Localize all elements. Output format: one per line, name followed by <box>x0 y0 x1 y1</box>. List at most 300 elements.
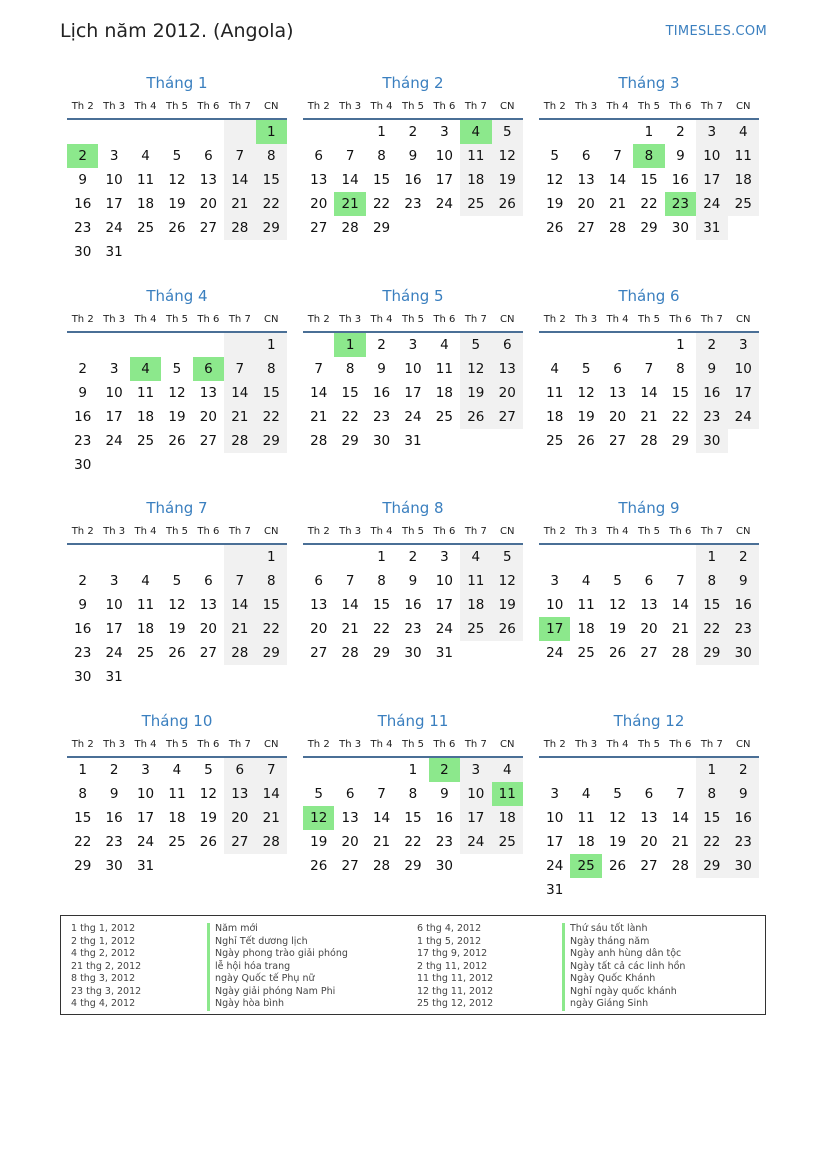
day-cell[interactable]: 2 <box>408 549 418 565</box>
day-cell[interactable]: 11 <box>168 786 186 802</box>
day-cell[interactable]: 21 <box>224 192 255 216</box>
day-cell[interactable]: 4 <box>581 786 591 802</box>
day-cell[interactable]: 7 <box>377 786 386 802</box>
day-cell[interactable]: 19 <box>310 834 328 850</box>
day-cell[interactable]: 16 <box>74 621 92 637</box>
day-cell[interactable]: 28 <box>341 220 359 236</box>
day-cell[interactable]: 9 <box>78 597 87 613</box>
day-cell[interactable]: 24 <box>546 858 564 874</box>
day-cell[interactable]: 22 <box>640 196 658 212</box>
day-cell[interactable]: 18 <box>460 168 491 192</box>
day-cell[interactable]: 29 <box>696 854 727 878</box>
day-cell[interactable]: 20 <box>224 806 255 830</box>
day-cell[interactable]: 12 <box>168 172 186 188</box>
day-cell[interactable]: 7 <box>644 361 654 377</box>
day-cell[interactable]: 14 <box>608 172 627 188</box>
day-cell[interactable]: 16 <box>372 385 391 401</box>
day-cell[interactable]: 20 <box>577 196 595 212</box>
day-cell[interactable]: 4 <box>141 148 150 164</box>
day-cell[interactable]: 23 <box>74 220 92 236</box>
day-cell[interactable]: 10 <box>105 172 123 188</box>
day-cell[interactable]: 31 <box>136 858 155 874</box>
day-cell[interactable]: 1 <box>408 762 418 778</box>
day-cell[interactable]: 9 <box>78 172 87 188</box>
day-cell[interactable]: 7 <box>224 569 255 593</box>
day-cell[interactable]: 23 <box>372 409 391 425</box>
day-cell[interactable]: 31 <box>404 433 422 449</box>
day-cell[interactable]: 31 <box>546 882 564 898</box>
day-cell[interactable]: 5 <box>613 573 622 589</box>
day-cell[interactable]: 7 <box>676 786 685 802</box>
day-cell[interactable]: 25 <box>136 220 155 236</box>
day-cell[interactable]: 19 <box>546 196 564 212</box>
day-cell[interactable]: 4 <box>728 120 759 144</box>
day-cell[interactable]: 10 <box>546 810 564 826</box>
day-cell[interactable]: 23 <box>665 192 696 216</box>
day-cell[interactable]: 25 <box>570 854 601 878</box>
day-cell[interactable]: 16 <box>105 810 123 826</box>
day-cell[interactable]: 14 <box>256 782 287 806</box>
day-cell[interactable]: 27 <box>310 220 328 236</box>
day-cell[interactable]: 11 <box>728 144 759 168</box>
day-cell[interactable]: 26 <box>608 858 627 874</box>
day-cell[interactable]: 22 <box>256 405 287 429</box>
day-cell[interactable]: 29 <box>404 858 422 874</box>
day-cell[interactable]: 19 <box>492 593 523 617</box>
day-cell[interactable]: 15 <box>404 810 422 826</box>
day-cell[interactable]: 10 <box>435 573 453 589</box>
day-cell[interactable]: 8 <box>256 144 287 168</box>
day-cell[interactable]: 28 <box>640 433 658 449</box>
day-cell[interactable]: 6 <box>345 786 355 802</box>
day-cell[interactable]: 5 <box>550 148 559 164</box>
day-cell[interactable]: 5 <box>492 545 523 569</box>
day-cell[interactable]: 3 <box>550 786 559 802</box>
day-cell[interactable]: 14 <box>671 810 689 826</box>
day-cell[interactable]: 27 <box>199 433 217 449</box>
day-cell[interactable]: 2 <box>728 758 759 782</box>
day-cell[interactable]: 24 <box>728 405 759 429</box>
day-cell[interactable]: 6 <box>204 148 213 164</box>
day-cell[interactable]: 21 <box>224 405 255 429</box>
day-cell[interactable]: 22 <box>74 834 92 850</box>
day-cell[interactable]: 24 <box>435 621 453 637</box>
day-cell[interactable]: 31 <box>105 669 123 685</box>
day-cell[interactable]: 18 <box>546 409 564 425</box>
day-cell[interactable]: 27 <box>608 433 627 449</box>
day-cell[interactable]: 22 <box>404 834 422 850</box>
day-cell[interactable]: 28 <box>372 858 391 874</box>
day-cell[interactable]: 4 <box>581 573 591 589</box>
day-cell[interactable]: 25 <box>136 645 155 661</box>
day-cell[interactable]: 30 <box>105 858 123 874</box>
day-cell[interactable]: 12 <box>577 385 595 401</box>
day-cell[interactable]: 19 <box>168 409 186 425</box>
day-cell[interactable]: 30 <box>372 433 391 449</box>
day-cell[interactable]: 26 <box>310 858 328 874</box>
day-cell[interactable]: 4 <box>141 573 150 589</box>
day-cell[interactable]: 25 <box>460 192 491 216</box>
day-cell[interactable]: 17 <box>136 810 155 826</box>
day-cell[interactable]: 28 <box>224 641 255 665</box>
brand-link[interactable]: TIMESLES.COM <box>665 24 767 39</box>
day-cell[interactable]: 25 <box>136 433 155 449</box>
day-cell[interactable]: 4 <box>440 337 449 353</box>
day-cell[interactable]: 23 <box>728 830 759 854</box>
day-cell[interactable]: 11 <box>136 597 155 613</box>
day-cell[interactable]: 12 <box>608 597 627 613</box>
day-cell[interactable]: 29 <box>256 429 287 453</box>
day-cell[interactable]: 1 <box>676 337 685 353</box>
day-cell[interactable]: 3 <box>109 573 119 589</box>
day-cell[interactable]: 13 <box>608 385 627 401</box>
day-cell[interactable]: 19 <box>608 621 627 637</box>
day-cell[interactable]: 19 <box>168 621 186 637</box>
day-cell[interactable]: 28 <box>224 429 255 453</box>
day-cell[interactable]: 8 <box>676 361 685 377</box>
day-cell[interactable]: 17 <box>404 385 422 401</box>
day-cell[interactable]: 21 <box>256 806 287 830</box>
day-cell[interactable]: 2 <box>377 337 386 353</box>
day-cell[interactable]: 20 <box>492 381 523 405</box>
day-cell[interactable]: 13 <box>341 810 359 826</box>
day-cell[interactable]: 3 <box>460 758 491 782</box>
day-cell[interactable]: 13 <box>640 810 658 826</box>
day-cell[interactable]: 16 <box>696 381 727 405</box>
day-cell[interactable]: 3 <box>440 549 449 565</box>
day-cell[interactable]: 13 <box>577 172 595 188</box>
day-cell[interactable]: 26 <box>168 645 186 661</box>
day-cell[interactable]: 1 <box>377 124 386 140</box>
day-cell[interactable]: 16 <box>435 810 453 826</box>
day-cell[interactable]: 23 <box>404 196 422 212</box>
day-cell[interactable]: 8 <box>256 569 287 593</box>
day-cell[interactable]: 6 <box>314 148 323 164</box>
day-cell[interactable]: 21 <box>334 192 365 216</box>
day-cell[interactable]: 13 <box>199 597 217 613</box>
day-cell[interactable]: 12 <box>608 810 627 826</box>
day-cell[interactable]: 18 <box>435 385 453 401</box>
day-cell[interactable]: 16 <box>74 196 92 212</box>
day-cell[interactable]: 2 <box>676 124 685 140</box>
day-cell[interactable]: 20 <box>310 621 328 637</box>
day-cell[interactable]: 18 <box>136 621 155 637</box>
day-cell[interactable]: 30 <box>74 244 92 260</box>
day-cell[interactable]: 3 <box>141 762 150 778</box>
day-cell[interactable]: 7 <box>345 573 355 589</box>
day-cell[interactable]: 13 <box>199 385 217 401</box>
day-cell[interactable]: 13 <box>310 597 328 613</box>
day-cell[interactable]: 14 <box>224 593 255 617</box>
day-cell[interactable]: 8 <box>696 569 727 593</box>
day-cell[interactable]: 30 <box>435 858 453 874</box>
day-cell[interactable]: 29 <box>256 216 287 240</box>
day-cell[interactable]: 15 <box>640 172 658 188</box>
day-cell[interactable]: 28 <box>256 830 287 854</box>
day-cell[interactable]: 23 <box>105 834 123 850</box>
day-cell[interactable]: 4 <box>550 361 559 377</box>
day-cell[interactable]: 17 <box>728 381 759 405</box>
day-cell[interactable]: 26 <box>168 220 186 236</box>
day-cell[interactable]: 8 <box>345 361 355 377</box>
day-cell[interactable]: 13 <box>640 597 658 613</box>
day-cell[interactable]: 1 <box>256 120 287 144</box>
day-cell[interactable]: 19 <box>577 409 595 425</box>
day-cell[interactable]: 22 <box>696 617 727 641</box>
day-cell[interactable]: 27 <box>310 645 328 661</box>
day-cell[interactable]: 25 <box>168 834 186 850</box>
day-cell[interactable]: 23 <box>728 617 759 641</box>
day-cell[interactable]: 27 <box>341 858 359 874</box>
day-cell[interactable]: 21 <box>372 834 391 850</box>
day-cell[interactable]: 10 <box>105 597 123 613</box>
day-cell[interactable]: 15 <box>696 593 727 617</box>
day-cell[interactable]: 5 <box>581 361 591 377</box>
day-cell[interactable]: 29 <box>341 433 359 449</box>
day-cell[interactable]: 14 <box>310 385 328 401</box>
day-cell[interactable]: 16 <box>404 597 422 613</box>
day-cell[interactable]: 27 <box>577 220 595 236</box>
day-cell[interactable]: 18 <box>136 409 155 425</box>
day-cell[interactable]: 17 <box>460 806 491 830</box>
day-cell[interactable]: 21 <box>671 834 689 850</box>
day-cell[interactable]: 30 <box>74 457 92 473</box>
day-cell[interactable]: 5 <box>172 361 182 377</box>
day-cell[interactable]: 22 <box>256 192 287 216</box>
day-cell[interactable]: 17 <box>435 597 453 613</box>
day-cell[interactable]: 20 <box>310 196 328 212</box>
day-cell[interactable]: 24 <box>105 433 123 449</box>
day-cell[interactable]: 26 <box>492 192 523 216</box>
day-cell[interactable]: 30 <box>404 645 422 661</box>
day-cell[interactable]: 5 <box>172 573 182 589</box>
day-cell[interactable]: 7 <box>345 148 355 164</box>
day-cell[interactable]: 15 <box>696 806 727 830</box>
day-cell[interactable]: 3 <box>550 573 559 589</box>
day-cell[interactable]: 2 <box>78 573 87 589</box>
day-cell[interactable]: 12 <box>492 144 523 168</box>
day-cell[interactable]: 18 <box>577 621 595 637</box>
day-cell[interactable]: 20 <box>199 409 217 425</box>
day-cell[interactable]: 10 <box>404 361 422 377</box>
day-cell[interactable]: 22 <box>372 196 391 212</box>
day-cell[interactable]: 27 <box>640 858 658 874</box>
day-cell[interactable]: 22 <box>671 409 689 425</box>
day-cell[interactable]: 8 <box>377 148 386 164</box>
day-cell[interactable]: 18 <box>728 168 759 192</box>
day-cell[interactable]: 1 <box>256 333 287 357</box>
day-cell[interactable]: 1 <box>644 124 654 140</box>
day-cell[interactable]: 6 <box>193 357 224 381</box>
day-cell[interactable]: 22 <box>696 830 727 854</box>
day-cell[interactable]: 26 <box>199 834 217 850</box>
day-cell[interactable]: 23 <box>74 645 92 661</box>
day-cell[interactable]: 20 <box>199 621 217 637</box>
day-cell[interactable]: 28 <box>341 645 359 661</box>
day-cell[interactable]: 12 <box>460 357 491 381</box>
day-cell[interactable]: 5 <box>314 786 323 802</box>
day-cell[interactable]: 26 <box>460 405 491 429</box>
day-cell[interactable]: 30 <box>728 641 759 665</box>
day-cell[interactable]: 18 <box>492 806 523 830</box>
day-cell[interactable]: 20 <box>199 196 217 212</box>
day-cell[interactable]: 10 <box>546 597 564 613</box>
day-cell[interactable]: 6 <box>644 573 654 589</box>
day-cell[interactable]: 20 <box>608 409 627 425</box>
day-cell[interactable]: 8 <box>78 786 87 802</box>
day-cell[interactable]: 14 <box>341 597 359 613</box>
day-cell[interactable]: 21 <box>310 409 328 425</box>
day-cell[interactable]: 5 <box>460 333 491 357</box>
day-cell[interactable]: 14 <box>640 385 658 401</box>
day-cell[interactable]: 25 <box>435 409 453 425</box>
day-cell[interactable]: 17 <box>435 172 453 188</box>
day-cell[interactable]: 4 <box>492 758 523 782</box>
day-cell[interactable]: 5 <box>204 762 213 778</box>
day-cell[interactable]: 22 <box>372 621 391 637</box>
day-cell[interactable]: 24 <box>696 192 727 216</box>
day-cell[interactable]: 4 <box>130 357 161 381</box>
day-cell[interactable]: 12 <box>199 786 217 802</box>
day-cell[interactable]: 12 <box>168 385 186 401</box>
day-cell[interactable]: 9 <box>728 782 759 806</box>
day-cell[interactable]: 28 <box>224 216 255 240</box>
day-cell[interactable]: 10 <box>728 357 759 381</box>
day-cell[interactable]: 24 <box>460 830 491 854</box>
day-cell[interactable]: 15 <box>256 381 287 405</box>
day-cell[interactable]: 8 <box>377 573 386 589</box>
day-cell[interactable]: 29 <box>372 220 391 236</box>
day-cell[interactable]: 5 <box>613 786 622 802</box>
day-cell[interactable]: 23 <box>435 834 453 850</box>
day-cell[interactable]: 15 <box>74 810 92 826</box>
day-cell[interactable]: 24 <box>136 834 155 850</box>
day-cell[interactable]: 21 <box>640 409 658 425</box>
day-cell[interactable]: 29 <box>696 641 727 665</box>
day-cell[interactable]: 11 <box>492 782 523 806</box>
day-cell[interactable]: 20 <box>640 621 658 637</box>
day-cell[interactable]: 19 <box>492 168 523 192</box>
day-cell[interactable]: 20 <box>341 834 359 850</box>
day-cell[interactable]: 9 <box>377 361 386 377</box>
day-cell[interactable]: 16 <box>728 593 759 617</box>
day-cell[interactable]: 21 <box>608 196 627 212</box>
day-cell[interactable]: 16 <box>74 409 92 425</box>
day-cell[interactable]: 11 <box>136 385 155 401</box>
day-cell[interactable]: 30 <box>728 854 759 878</box>
day-cell[interactable]: 31 <box>105 244 123 260</box>
day-cell[interactable]: 4 <box>172 762 182 778</box>
day-cell[interactable]: 16 <box>728 806 759 830</box>
day-cell[interactable]: 17 <box>105 621 123 637</box>
day-cell[interactable]: 19 <box>608 834 627 850</box>
day-cell[interactable]: 2 <box>429 758 460 782</box>
day-cell[interactable]: 29 <box>74 858 92 874</box>
day-cell[interactable]: 25 <box>460 617 491 641</box>
day-cell[interactable]: 8 <box>256 357 287 381</box>
day-cell[interactable]: 28 <box>671 858 689 874</box>
day-cell[interactable]: 11 <box>460 144 491 168</box>
day-cell[interactable]: 7 <box>676 573 685 589</box>
day-cell[interactable]: 18 <box>136 196 155 212</box>
day-cell[interactable]: 14 <box>341 172 359 188</box>
day-cell[interactable]: 14 <box>372 810 391 826</box>
day-cell[interactable]: 18 <box>168 810 186 826</box>
day-cell[interactable]: 2 <box>408 124 418 140</box>
day-cell[interactable]: 6 <box>613 361 622 377</box>
day-cell[interactable]: 18 <box>577 834 595 850</box>
day-cell[interactable]: 11 <box>577 597 595 613</box>
day-cell[interactable]: 3 <box>728 333 759 357</box>
day-cell[interactable]: 16 <box>671 172 689 188</box>
day-cell[interactable]: 28 <box>608 220 627 236</box>
day-cell[interactable]: 11 <box>577 810 595 826</box>
day-cell[interactable]: 10 <box>105 385 123 401</box>
day-cell[interactable]: 24 <box>404 409 422 425</box>
day-cell[interactable]: 7 <box>256 758 287 782</box>
day-cell[interactable]: 2 <box>67 144 98 168</box>
day-cell[interactable]: 30 <box>671 220 689 236</box>
day-cell[interactable]: 26 <box>546 220 564 236</box>
day-cell[interactable]: 3 <box>109 361 119 377</box>
day-cell[interactable]: 11 <box>435 361 453 377</box>
day-cell[interactable]: 27 <box>199 220 217 236</box>
day-cell[interactable]: 9 <box>676 148 685 164</box>
day-cell[interactable]: 6 <box>314 573 323 589</box>
day-cell[interactable]: 25 <box>728 192 759 216</box>
day-cell[interactable]: 29 <box>372 645 391 661</box>
day-cell[interactable]: 13 <box>199 172 217 188</box>
day-cell[interactable]: 12 <box>303 806 334 830</box>
day-cell[interactable]: 3 <box>408 337 418 353</box>
day-cell[interactable]: 16 <box>404 172 422 188</box>
day-cell[interactable]: 11 <box>460 569 491 593</box>
day-cell[interactable]: 13 <box>492 357 523 381</box>
day-cell[interactable]: 8 <box>408 786 418 802</box>
day-cell[interactable]: 13 <box>224 782 255 806</box>
day-cell[interactable]: 5 <box>172 148 182 164</box>
day-cell[interactable]: 17 <box>696 168 727 192</box>
day-cell[interactable]: 24 <box>105 645 123 661</box>
day-cell[interactable]: 7 <box>613 148 622 164</box>
day-cell[interactable]: 20 <box>640 834 658 850</box>
day-cell[interactable]: 31 <box>696 216 727 240</box>
day-cell[interactable]: 12 <box>492 569 523 593</box>
day-cell[interactable]: 9 <box>728 569 759 593</box>
day-cell[interactable]: 30 <box>74 669 92 685</box>
day-cell[interactable]: 10 <box>696 144 727 168</box>
day-cell[interactable]: 29 <box>640 220 658 236</box>
day-cell[interactable]: 27 <box>224 830 255 854</box>
day-cell[interactable]: 1 <box>334 333 365 357</box>
day-cell[interactable]: 18 <box>460 593 491 617</box>
day-cell[interactable]: 2 <box>109 762 119 778</box>
day-cell[interactable]: 13 <box>310 172 328 188</box>
day-cell[interactable]: 6 <box>204 573 213 589</box>
day-cell[interactable]: 6 <box>581 148 591 164</box>
day-cell[interactable]: 14 <box>671 597 689 613</box>
day-cell[interactable]: 6 <box>224 758 255 782</box>
day-cell[interactable]: 6 <box>644 786 654 802</box>
day-cell[interactable]: 24 <box>546 645 564 661</box>
day-cell[interactable]: 27 <box>640 645 658 661</box>
day-cell[interactable]: 27 <box>199 645 217 661</box>
day-cell[interactable]: 4 <box>460 120 491 144</box>
day-cell[interactable]: 28 <box>310 433 328 449</box>
day-cell[interactable]: 12 <box>168 597 186 613</box>
day-cell[interactable]: 4 <box>460 545 491 569</box>
day-cell[interactable]: 1 <box>696 758 727 782</box>
